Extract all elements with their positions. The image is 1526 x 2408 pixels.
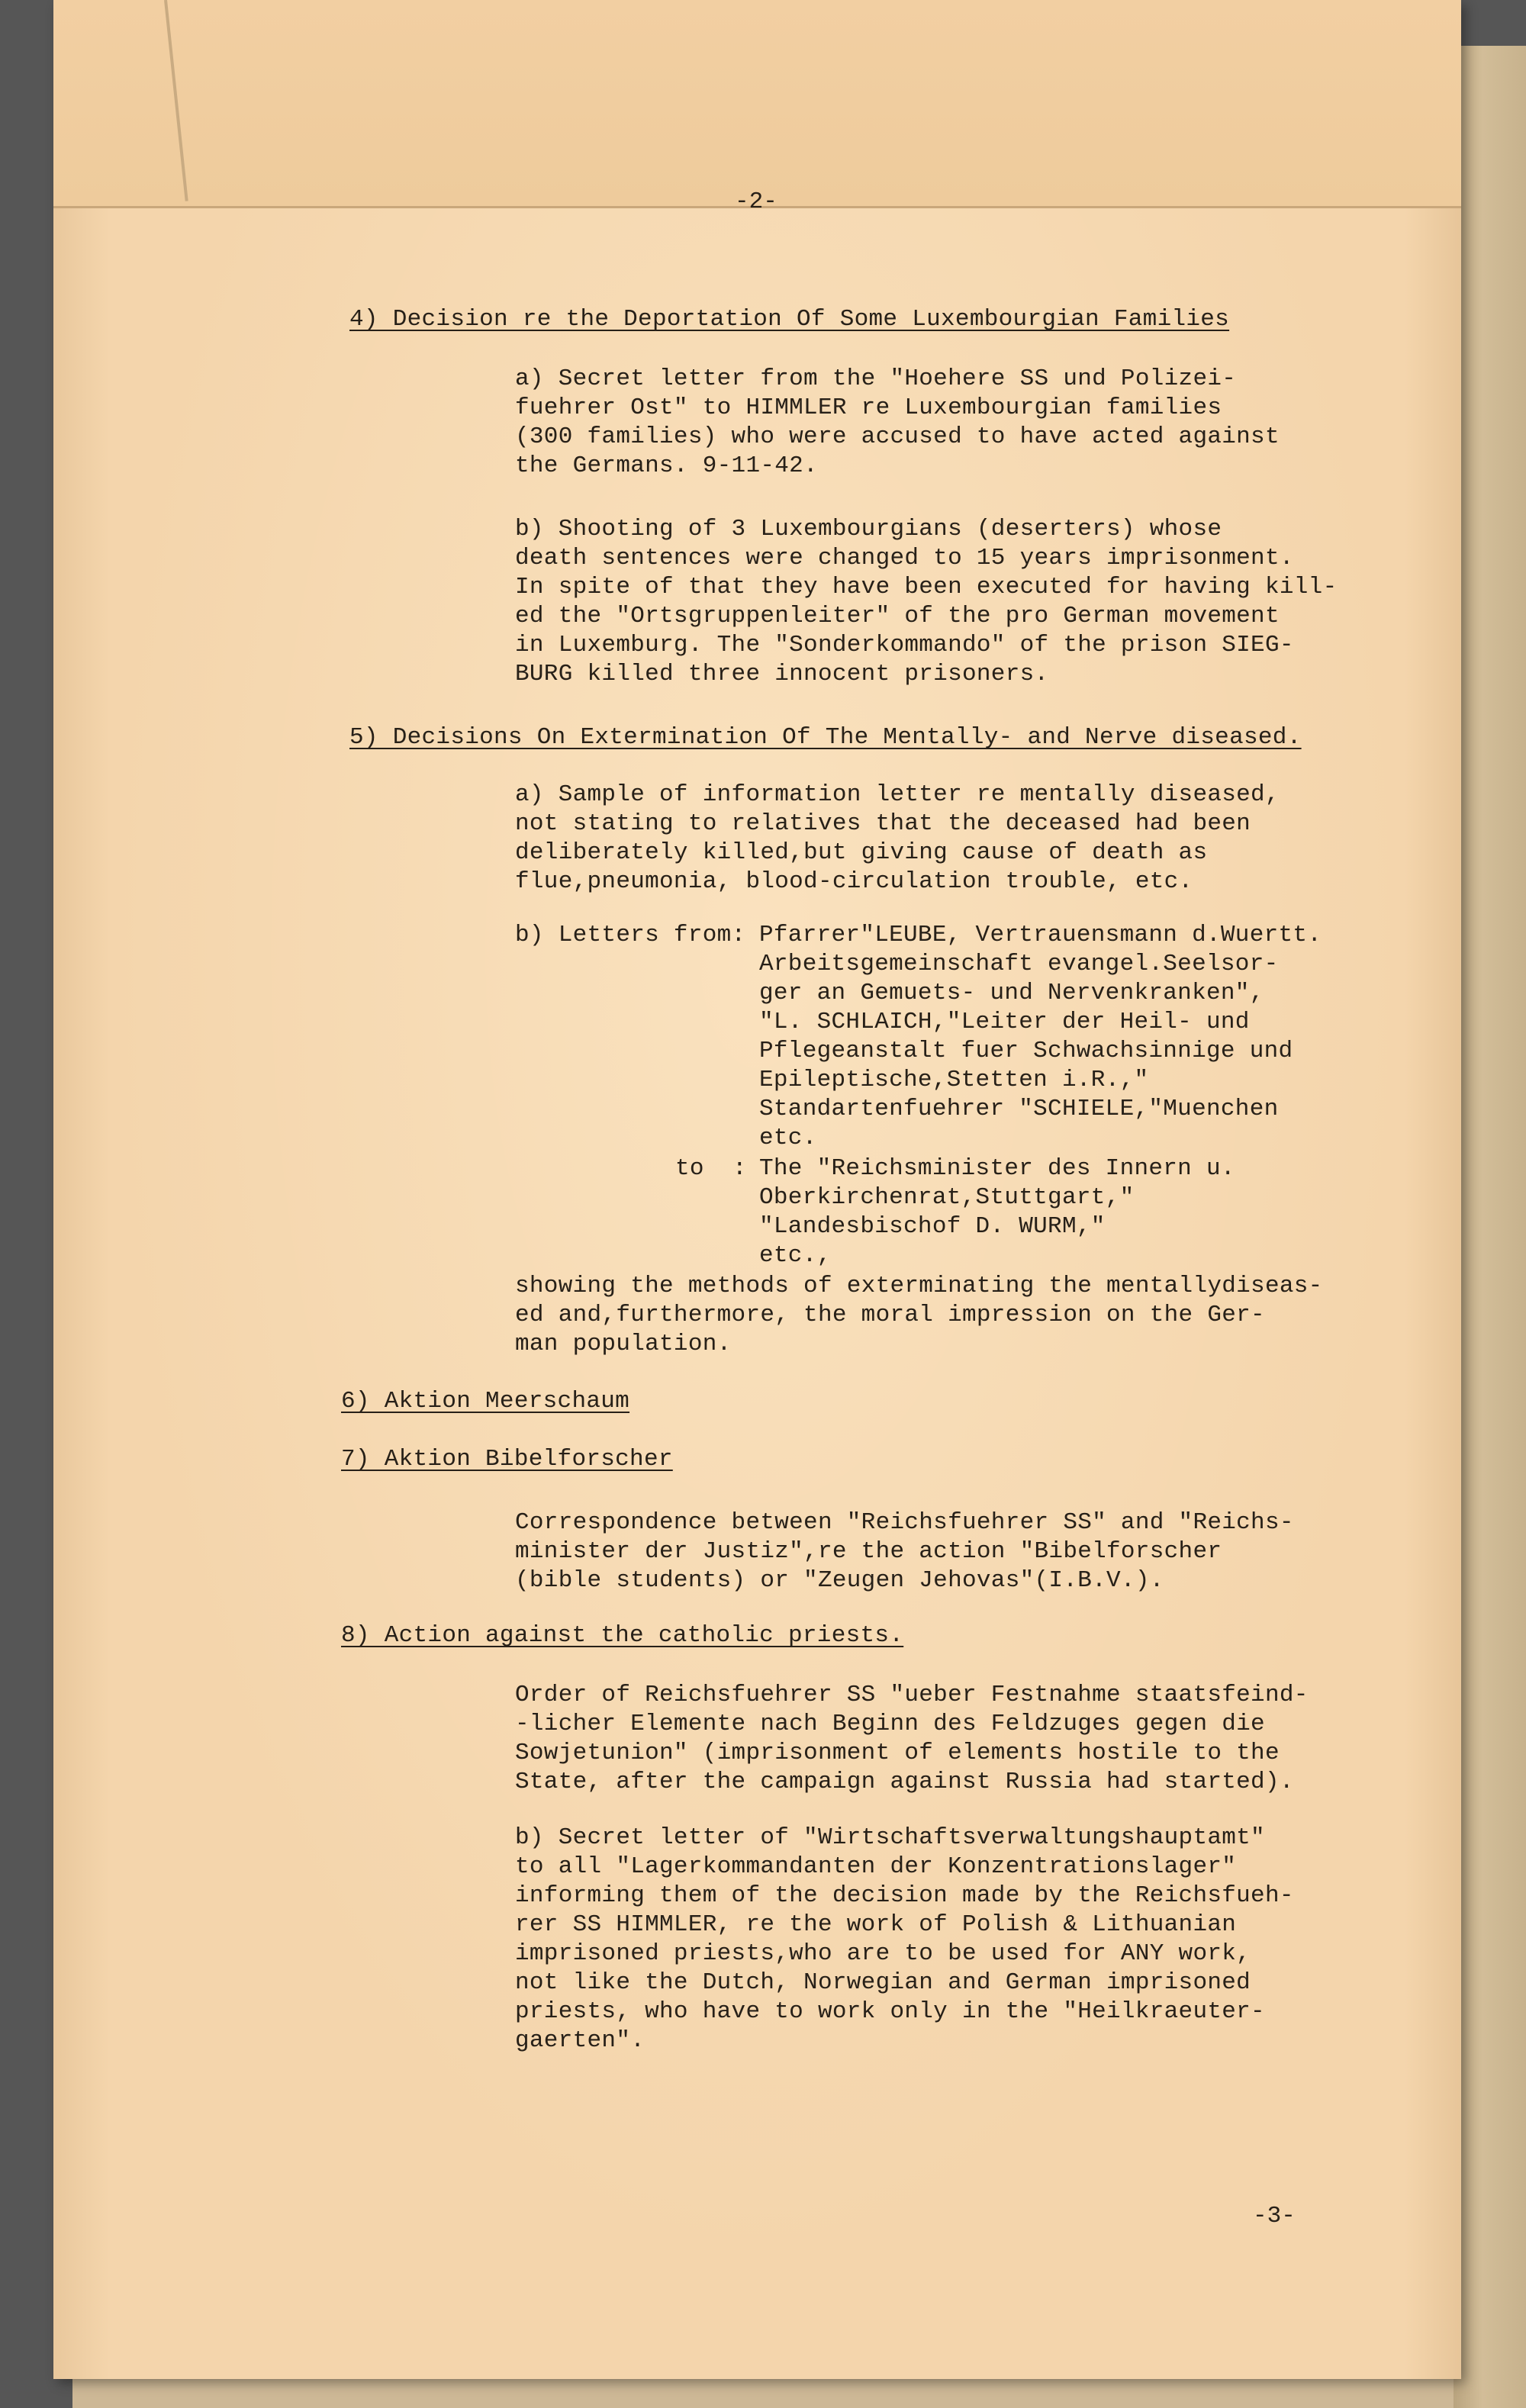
page-number-bottom: -3-: [1253, 2203, 1296, 2229]
section-4a-line: the Germans. 9-11-42.: [515, 452, 818, 479]
letters-from-line: etc.: [759, 1125, 817, 1151]
letters-to-separator: :: [732, 1155, 747, 1182]
section-5-closing-line: ed and,furthermore, the moral impression on the Ger-: [515, 1302, 1265, 1328]
section-5-closing-line: man population.: [515, 1331, 732, 1357]
section-4b-line: In spite of that they have been executed for having kill-: [515, 574, 1338, 600]
section-5a-line: deliberately killed,but giving cause of death as: [515, 839, 1208, 866]
section-7-heading: 7) Aktion Bibelforscher: [341, 1446, 673, 1473]
letters-from-label: b) Letters from:: [515, 922, 746, 948]
section-8b-line: imprisoned priests,who are to be used for ANY work,: [515, 1940, 1251, 1967]
letters-to-line: etc.,: [759, 1242, 832, 1269]
section-4b-line: in Luxemburg. The "Sonderkommando" of the prison SIEG-: [515, 632, 1294, 658]
letters-to-label: to: [675, 1155, 704, 1182]
letters-from-line: Pfarrer"LEUBE, Vertrauensmann d.Wuertt.: [759, 922, 1322, 948]
letters-to-line: The "Reichsminister des Innern u.: [759, 1155, 1235, 1182]
section-8b-line: not like the Dutch, Norwegian and German imprisoned: [515, 1969, 1251, 1996]
section-8-order-line: Sowjetunion" (imprisonment of elements hostile to the: [515, 1740, 1280, 1766]
section-5a-line: a) Sample of information letter re mentally diseased,: [515, 781, 1280, 808]
section-4a-line: (300 families) who were accused to have acted against: [515, 423, 1280, 450]
section-8b-line: to all "Lagerkommandanten der Konzentrationslager": [515, 1853, 1237, 1880]
section-8-heading: 8) Action against the catholic priests.: [341, 1622, 904, 1649]
section-7-line: (bible students) or "Zeugen Jehovas"(I.B.V.).: [515, 1567, 1164, 1594]
letters-from-line: Arbeitsgemeinschaft evangel.Seelsor-: [759, 951, 1279, 977]
section-4b-line: b) Shooting of 3 Luxembourgians (deserters) whose: [515, 516, 1222, 542]
section-5a-line: not stating to relatives that the deceased had been: [515, 810, 1251, 837]
letters-from-line: Pflegeanstalt fuer Schwachsinnige und: [759, 1038, 1293, 1064]
section-6-heading: 6) Aktion Meerschaum: [341, 1388, 630, 1415]
section-8b-line: gaerten".: [515, 2027, 645, 2054]
section-8-order-line: Order of Reichsfuehrer SS "ueber Festnahme staatsfeind-: [515, 1682, 1309, 1708]
letters-to-line: "Landesbischof D. WURM,": [759, 1213, 1106, 1240]
section-4a-line: fuehrer Ost" to HIMMLER re Luxembourgian families: [515, 394, 1222, 421]
section-8b-line: rer SS HIMMLER, re the work of Polish & Lithuanian: [515, 1911, 1237, 1938]
page-number-top: -2-: [735, 188, 777, 215]
folded-top-strip: [53, 0, 1461, 208]
section-4b-line: ed the "Ortsgruppenleiter" of the pro German movement: [515, 603, 1280, 629]
letters-from-line: Standartenfuehrer "SCHIELE,"Muenchen: [759, 1096, 1279, 1122]
letters-from-line: "L. SCHLAICH,"Leiter der Heil- und: [759, 1009, 1250, 1035]
section-4b-line: death sentences were changed to 15 years imprisonment.: [515, 545, 1294, 571]
section-7-line: Correspondence between "Reichsfuehrer SS" and "Reichs-: [515, 1509, 1294, 1536]
section-8b-line: b) Secret letter of "Wirtschaftsverwaltungshauptamt": [515, 1824, 1265, 1851]
section-4a-line: a) Secret letter from the "Hoehere SS und Polizei-: [515, 365, 1237, 392]
section-8-order-line: State, after the campaign against Russia had started).: [515, 1769, 1294, 1795]
section-8b-line: informing them of the decision made by the Reichsfueh-: [515, 1882, 1294, 1909]
section-8b-line: priests, who have to work only in the "Heilkraeuter-: [515, 1998, 1265, 2025]
section-5a-line: flue,pneumonia, blood-circulation trouble, etc.: [515, 868, 1193, 895]
section-5-heading: 5) Decisions On Extermination Of The Mentally- and Nerve diseased.: [349, 724, 1302, 751]
letters-from-line: Epileptische,Stetten i.R.,": [759, 1067, 1149, 1093]
section-8-order-line: -licher Elemente nach Beginn des Feldzuges gegen die: [515, 1711, 1265, 1737]
letters-to-line: Oberkirchenrat,Stuttgart,": [759, 1184, 1135, 1211]
section-5-closing-line: showing the methods of exterminating the mentallydiseas-: [515, 1273, 1323, 1299]
underlying-page-edge: [1454, 46, 1526, 2408]
letters-from-line: ger an Gemuets- und Nervenkranken",: [759, 980, 1264, 1006]
section-7-line: minister der Justiz",re the action "Bibelforscher: [515, 1538, 1222, 1565]
section-4-heading: 4) Decision re the Deportation Of Some Luxembourgian Families: [349, 306, 1230, 333]
section-4b-line: BURG killed three innocent prisoners.: [515, 661, 1049, 687]
